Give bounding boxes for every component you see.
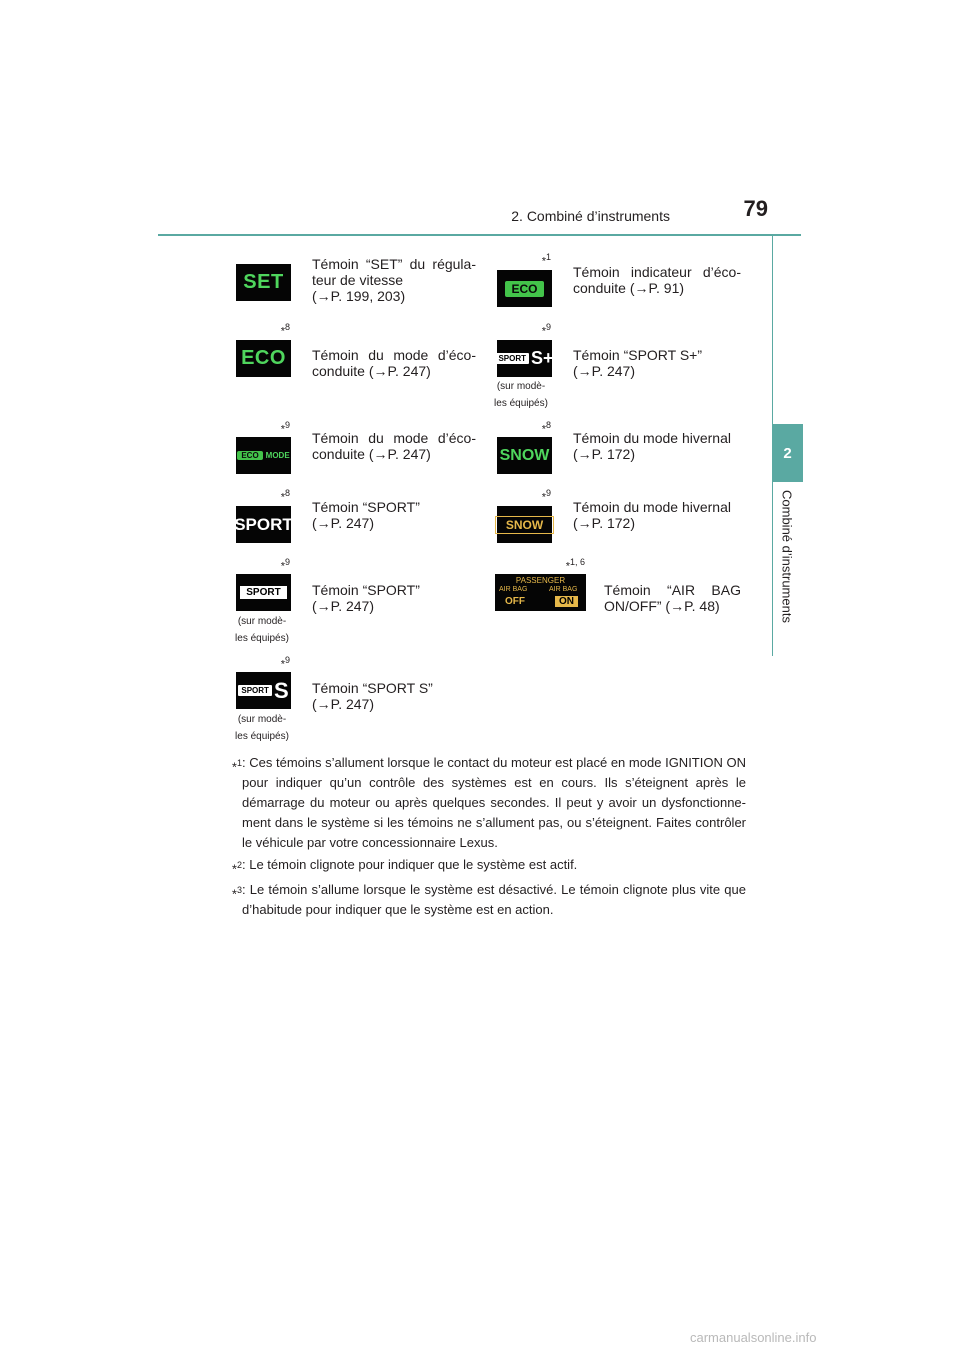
indicator-description: Témoin du mode hivernal (→P. 172) xyxy=(573,430,731,462)
footnote-marker: *$^8$ xyxy=(280,322,290,338)
footnote-marker: *$^9$ xyxy=(541,488,551,504)
indicator-description: Témoin indicateur d’éco- conduite (→P. 91) xyxy=(573,264,741,296)
footnote-marker: *$^8$ xyxy=(280,488,290,504)
sport-s-plus-indicator-icon: SPORT S+ xyxy=(497,340,552,377)
set-indicator-icon: SET xyxy=(236,264,291,301)
page-number: 79 xyxy=(743,196,768,221)
footnote-marker: *$^{1, 6}$ xyxy=(565,557,585,573)
indicator-description: Témoin “SPORT” (→P. 247) xyxy=(312,582,420,614)
sport-indicator-icon: SPORT xyxy=(236,574,291,611)
indicator-description: Témoin du mode d’éco- conduite (→P. 247) xyxy=(312,347,476,379)
header-rule xyxy=(158,234,801,236)
indicator-description: Témoin “SPORT” (→P. 247) xyxy=(312,499,420,531)
sport-indicator-icon: SPORT xyxy=(236,506,291,543)
watermark: carmanualsonline.info xyxy=(690,1330,817,1345)
equipment-note: (sur modè- les équipés) xyxy=(235,616,289,644)
section-title: 2. Combiné d’instruments xyxy=(511,208,670,224)
equipment-note: (sur modè- les équipés) xyxy=(494,381,548,409)
indicator-description: Témoin “AIR BAG ON/OFF” (→P. 48) xyxy=(604,582,741,614)
sport-s-indicator-icon: SPORT S xyxy=(236,672,291,709)
equipment-note: (sur modè- les équipés) xyxy=(235,714,289,742)
eco-mode-indicator-icon: ECO MODE xyxy=(236,437,291,474)
airbag-indicator-icon: PASSENGER AIR BAG AIR BAG OFF ON xyxy=(495,574,586,611)
snow-mode-indicator-icon: SNOW xyxy=(497,506,552,543)
footnote-3: *$^3$ : Le témoin s’allume lorsque le système est désactivé. Le témoin clignote plus vite que d’habitude pour indiquer que le système est en action. xyxy=(231,882,746,917)
eco-drive-indicator-icon: ECO xyxy=(497,270,552,307)
footnote-marker: *$^9$ xyxy=(541,322,551,338)
footnote-2: *$^2$ : Le témoin clignote pour indiquer que le système est actif. xyxy=(231,857,578,877)
indicator-description: Témoin du mode d’éco- conduite (→P. 247) xyxy=(312,430,476,462)
eco-mode-indicator-icon: ECO xyxy=(236,340,291,377)
footnote-marker: *$^9$ xyxy=(280,655,290,671)
indicator-description: Témoin “SPORT S+” (→P. 247) xyxy=(573,347,703,379)
snow-mode-indicator-icon: SNOW xyxy=(497,437,552,474)
chapter-label: Combiné d’instruments xyxy=(779,490,795,623)
chapter-tab: 2 xyxy=(772,424,803,482)
footnote-marker: *$^8$ xyxy=(541,420,551,436)
footnote-marker: *$^9$ xyxy=(280,557,290,573)
indicator-description: Témoin “SPORT S” (→P. 247) xyxy=(312,680,433,712)
footnote-marker: *$^9$ xyxy=(280,420,290,436)
indicator-description: Témoin “SET” du régula- teur de vitesse (→P. 199, 203) xyxy=(312,256,476,304)
footnote-1: *$^1$ : Ces témoins s’allument lorsque le contact du moteur est placé en mode IGNITION ON pour indiquer qu’un contrôle des systèmes est en cours. Ils s’éteignent après le démarrage du moteur ou après quelques secondes. Il peut y avoir un dysfonctionne-ment dans le système si les témoins ne s’allument pas, ou s’éteignent. Faites contrôler le véhicule par votre concessionnaire Lexus. xyxy=(231,755,746,850)
indicator-description: Témoin du mode hivernal (→P. 172) xyxy=(573,499,731,531)
footnote-marker: *$^1$ xyxy=(541,252,551,268)
